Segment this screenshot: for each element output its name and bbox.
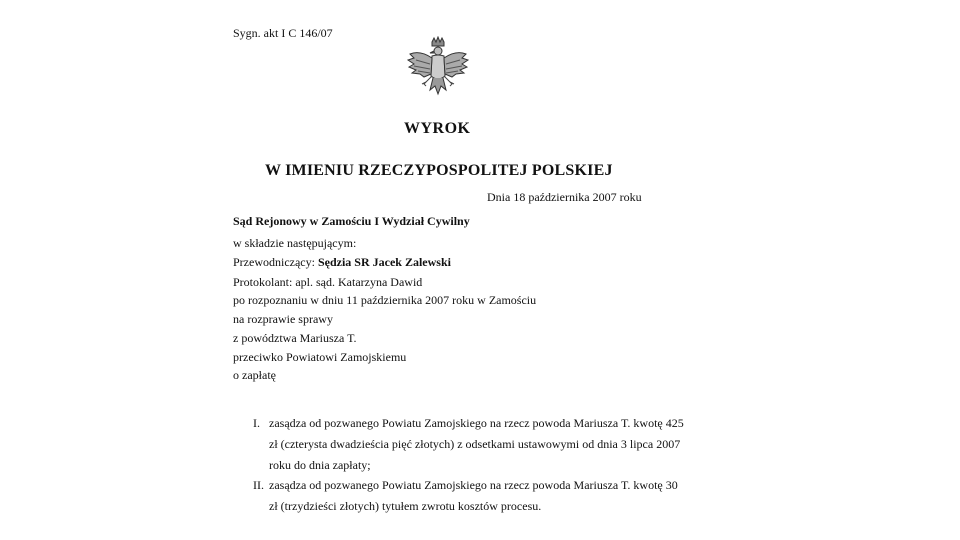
document-title: WYROK [404,120,471,137]
composition-line: w składzie następującym: [233,236,357,250]
clerk-line: Protokolant: apl. sąd. Katarzyna Dawid [233,275,423,289]
plaintiff-line: z powództwa Mariusza T. [233,331,357,345]
polish-eagle-emblem-icon [404,36,472,102]
case-signature: Sygn. akt I C 146/07 [233,26,333,40]
chair-name: Sędzia SR Jacek Zalewski [317,255,451,269]
ruling-number: II. [253,478,264,492]
court-name: Sąd Rejonowy w Zamościu I Wydział Cywilny [233,214,470,228]
ruling-number: I. [253,416,260,430]
chair-line [233,255,451,270]
ruling-line: zasądza od pozwanego Powiatu Zamojskiego na rzecz powoda Mariusza T. kwotę 425 [269,416,684,430]
document-subtitle: W IMIENIU RZECZYPOSPOLITEJ POLSKIEJ [265,162,613,179]
ruling-line: roku do dnia zapłaty; [269,458,371,472]
ruling-line: zasądza od pozwanego Powiatu Zamojskiego na rzecz powoda Mariusza T. kwotę 30 [269,478,678,492]
ruling-line: zł (trzydzieści złotych) tytułem zwrotu kosztów procesu. [269,499,542,513]
chair-prefix: Przewodniczący: [233,255,315,269]
judgment-date: Dnia 18 października 2007 roku [487,190,642,204]
session-line: na rozprawie sprawy [233,312,333,326]
hearing-line: po rozpoznaniu w dniu 11 października 2007 roku w Zamościu [233,293,537,307]
subject-line: o zapłatę [233,368,276,382]
defendant-line: przeciwko Powiatowi Zamojskiemu [233,350,407,364]
ruling-line: zł (czterysta dwadzieścia pięć złotych) z odsetkami ustawowymi od dnia 3 lipca 2007 [269,437,681,451]
